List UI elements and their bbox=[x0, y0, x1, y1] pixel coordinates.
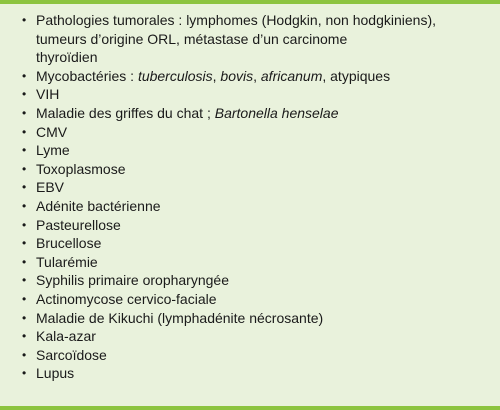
item-italic: Bartonella henselae bbox=[214, 104, 339, 121]
item-text: Tularémie bbox=[36, 253, 98, 270]
bullet-icon: • bbox=[22, 161, 27, 176]
item-line: thyroïdien bbox=[36, 49, 98, 66]
item-line: Pathologies tumorales : lymphomes (Hodgkin, non hodgkiniens), bbox=[36, 12, 436, 28]
list-item-tumors bbox=[22, 11, 484, 67]
item-text: Toxoplasmose bbox=[36, 160, 126, 177]
bullet-icon: • bbox=[22, 310, 27, 325]
list-item-kikuchi bbox=[22, 309, 484, 328]
item-text: , atypiques bbox=[322, 67, 391, 84]
item-line: tumeurs d’origine ORL, métastase d’un carcinome bbox=[36, 30, 348, 47]
list-item-cat-scratch bbox=[22, 104, 484, 123]
item-text: CMV bbox=[36, 123, 68, 140]
bullet-icon: • bbox=[22, 329, 27, 344]
list-item-syphilis bbox=[22, 271, 484, 290]
item-text: VIH bbox=[36, 86, 60, 103]
item-italic: bovis bbox=[220, 67, 254, 84]
item-text: Syphilis primaire oropharyngée bbox=[36, 272, 229, 289]
bullet-icon: • bbox=[22, 13, 27, 27]
list-item-adenite bbox=[22, 197, 484, 216]
bullet-icon: • bbox=[22, 347, 27, 362]
bullet-icon: • bbox=[22, 87, 27, 102]
bullet-icon: • bbox=[22, 236, 27, 251]
bullet-icon: • bbox=[22, 68, 27, 83]
item-text: Pasteurellose bbox=[36, 216, 121, 233]
list-item-lupus bbox=[22, 364, 484, 383]
list-item-mycobacteria bbox=[22, 67, 484, 86]
bullet-icon: • bbox=[22, 217, 27, 232]
bullet-icon: • bbox=[22, 366, 27, 381]
item-text: Actinomycose cervico-faciale bbox=[36, 290, 217, 307]
item-text: Adénite bactérienne bbox=[36, 197, 161, 214]
item-text: Lupus bbox=[36, 365, 75, 382]
list-item-pasteurellose bbox=[22, 216, 484, 235]
item-separator: , bbox=[212, 67, 221, 84]
item-text: Lyme bbox=[36, 142, 70, 159]
item-text: Maladie de Kikuchi (lymphadénite nécrosante) bbox=[36, 309, 324, 326]
bullet-icon: • bbox=[22, 105, 27, 120]
item-text: EBV bbox=[36, 179, 65, 196]
bullet-icon: • bbox=[22, 124, 27, 139]
list-item-ebv bbox=[22, 178, 484, 197]
item-italic: africanum bbox=[260, 67, 323, 84]
bullet-icon: • bbox=[22, 273, 27, 288]
item-text: Sarcoïdose bbox=[36, 346, 107, 363]
item-text: Mycobactéries : bbox=[36, 67, 138, 84]
bullet-icon: • bbox=[22, 291, 27, 306]
list-item-lyme bbox=[22, 141, 484, 160]
item-text: Kala-azar bbox=[36, 328, 96, 345]
item-italic: tuberculosis bbox=[137, 67, 213, 84]
bullet-icon: • bbox=[22, 198, 27, 213]
etiology-list bbox=[0, 4, 500, 383]
list-item-kala-azar bbox=[22, 327, 484, 346]
list-item-vih bbox=[22, 85, 484, 104]
list-item-brucellose bbox=[22, 234, 484, 253]
item-text: Maladie des griffes du chat ; bbox=[36, 104, 215, 121]
list-item-tularemie bbox=[22, 253, 484, 272]
item-text: Brucellose bbox=[36, 235, 102, 252]
list-item-actinomycose bbox=[22, 290, 484, 309]
item-separator: , bbox=[253, 67, 261, 84]
bullet-icon: • bbox=[22, 143, 27, 158]
list-item-sarcoidose bbox=[22, 346, 484, 365]
bullet-icon: • bbox=[22, 254, 27, 269]
bullet-icon: • bbox=[22, 180, 27, 195]
list-item-cmv bbox=[22, 123, 484, 142]
list-item-toxoplasmose bbox=[22, 160, 484, 179]
